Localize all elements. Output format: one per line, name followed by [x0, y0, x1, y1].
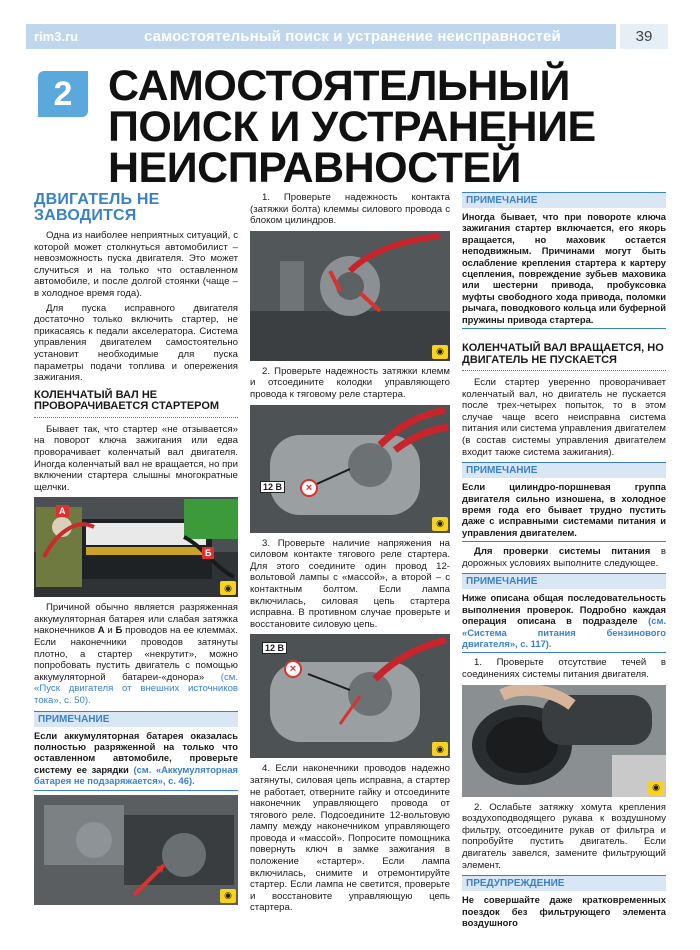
- column-2: [250, 192, 450, 917]
- photo-engine-ground: [34, 795, 238, 905]
- text-run: проводов на ее клеммах. Если наконечники проводов затянуты плотно, а стартер «некрутит», можно попробовать пустить двигатель с помощью аккумуляторной батареи-«донора»: [34, 625, 238, 683]
- column-3: [462, 192, 666, 935]
- subsection-title: КОЛЕНЧАТЫЙ ВАЛ ВРАЩАЕТСЯ, НО ДВИГАТЕЛЬ НЕ ПУСКАЕТСЯ: [462, 343, 666, 371]
- note-text: Иногда бывает, что при повороте ключа зажигания стартер включается, его якорь вращается, но маховик остается неподвижным. Причинами могут быть ослабление крепления стартера к картеру сцепления, повреждение зубьев маховика или шестерни привода, пробуксовка муфты свободного хода привода, поломки рычага, поводкового кольца или буферной пружины привода стартера.: [462, 211, 666, 329]
- step-caption: 1. Проверьте отсутствие течей в соединениях системы питания двигателя.: [462, 657, 666, 681]
- voltage-label: 12 В: [262, 642, 287, 654]
- step-caption: 3. Проверьте наличие напряжения на силовом контакте тягового реле стартера. Для этого соедините один провод 12-вольтовой лампы с «массой», а второй – с контактным болтом. Если лампа включилась, силовая цепь стартера исправна. В противном случае проверьте и восстановите силовую цепь.: [250, 537, 450, 630]
- text-run: Б: [115, 625, 123, 637]
- text-run: Для проверки системы питания: [474, 546, 651, 558]
- paragraph-battery: [34, 602, 238, 706]
- page-header: [26, 24, 616, 49]
- warning-label: ПРЕДУПРЕЖДЕНИЕ: [462, 875, 666, 891]
- cross-reference-link[interactable]: (см. «Система питания бензинового двигателя», с. 117).: [462, 615, 666, 650]
- camera-icon: ◉: [648, 781, 664, 795]
- warning-text: Не совершайте даже кратковременных поездок без фильтрующего элемента воздушного: [462, 894, 666, 929]
- note-text: Если цилиндро-поршневая группа двигателя сильно изношена, в холодное время года его бывает трудно пустить даже с исправными системами питания и управления двигателем.: [462, 481, 666, 542]
- test-lamp-icon: ×: [284, 660, 302, 678]
- note-label: ПРИМЕЧАНИЕ: [34, 711, 238, 727]
- chapter-number: 2: [38, 71, 88, 117]
- paragraph: Одна из наиболее неприятных ситуаций, с которой может столкнуться автомобилист – невозможность пуска двигателя. Это может случиться и на только что оставленном автомобиле, и после долгой стоянки (чаще – в холодное время года).: [34, 230, 238, 299]
- camera-icon: ◉: [432, 517, 448, 531]
- text-run: в дорожных условиях выполните следующее.: [462, 546, 666, 569]
- photo-starter-3: [250, 634, 450, 758]
- photo-starter-2: [250, 405, 450, 533]
- text-run: Если аккумуляторная батарея оказалась полностью разряженной на только что оставленном автомобиле, проверьте систему ее зарядки: [34, 729, 238, 775]
- engine-ground-photo-illustration: [34, 795, 238, 905]
- marker-b: Б: [202, 547, 214, 559]
- air-filter-photo-illustration: [462, 685, 666, 797]
- chapter-title: САМОСТОЯТЕЛЬНЫЙ ПОИСК И УСТРАНЕНИЕ НЕИСПРАВНОСТЕЙ: [108, 62, 596, 192]
- photo-battery: [34, 497, 238, 597]
- section-title: ДВИГАТЕЛЬ НЕ ЗАВОДИТСЯ: [34, 191, 160, 224]
- site-name: rim3.ru: [34, 29, 79, 44]
- text-run: и: [104, 625, 116, 637]
- text-run: А: [97, 625, 105, 637]
- camera-icon: ◉: [220, 889, 236, 903]
- step-caption: 4. Если наконечники проводов надежно затянуты, силовая цепь исправна, а стартер не работает, отверните гайку и отсоедините наконечник управляющего провода от тягового реле. Подсоедините 12-вольтовую лампу между наконечником управляющего провода и «массой». Попросите помощника повернуть ключ в замке зажигания в положение «стартер». Если лампа включилась, снимите и отремонтируйте стартер. Если лампа не светится, проверьте и восстановите управляющую цепь стартера.: [250, 763, 450, 914]
- starter-voltage-photo-illustration: [250, 405, 450, 533]
- running-title: самостоятельный поиск и устранение неисправностей: [144, 28, 561, 45]
- paragraph: Для пуска исправного двигателя достаточно только включить стартер, не прикасаясь к педали акселератора. Система управления двигателем самостоятельно установит необходимые для пуска параметры подачи топлива и опережения зажигания.: [34, 302, 238, 384]
- text-run: Ниже описана общая последовательность выполнения проверок. Подробно каждая операция описана в подразделе: [462, 592, 666, 627]
- note-label: ПРИМЕЧАНИЕ: [462, 573, 666, 589]
- camera-icon: ◉: [220, 581, 236, 595]
- note-text: [34, 730, 238, 791]
- photo-starter-1: [250, 231, 450, 361]
- voltage-label: 12 В: [260, 481, 285, 493]
- note-text: [462, 592, 666, 653]
- note-label: ПРИМЕЧАНИЕ: [462, 462, 666, 478]
- test-lamp-icon: ×: [300, 479, 318, 497]
- paragraph: Если стартер уверенно проворачивает коленчатый вал, но двигатель не пускается после трех-четырех попыток, то в этом случае чаще всего неисправна система питания или система управления двигателем (в состав системы управления двигателем входит также система зажигания).: [462, 377, 666, 458]
- cross-reference-link[interactable]: (см. «Аккумуляторная батарея не подзаряжается», с. 46).: [34, 763, 238, 787]
- note-label: ПРИМЕЧАНИЕ: [462, 192, 666, 208]
- step-caption: 2. Ослабьте затяжку хомута крепления воздухоподводящего рукава к воздушному фильтру, отсоедините рукав от фильтра и попробуйте пустить двигатель. Если двигатель завелся, замените фильтрующий элемент.: [462, 801, 666, 871]
- step-caption: 1. Проверьте надежность контакта (затяжки болта) клеммы силового провода с блоком цилиндров.: [250, 192, 450, 227]
- subsection-title: КОЛЕНЧАТЫЙ ВАЛ НЕ ПРОВОРАЧИВАЕТСЯ СТАРТЕРОМ: [34, 390, 238, 418]
- camera-icon: ◉: [432, 345, 448, 359]
- paragraph: Бывает так, что стартер «не отзывается» на поворот ключа зажигания или едва проворачивает коленчатый вал двигателя. Иногда коленчатый вал не вращается, но при включении стартера слышны многократные щелчки.: [34, 423, 238, 493]
- paragraph-fuel-check: [462, 546, 666, 569]
- photo-air-filter: [462, 685, 666, 797]
- text-run: Причиной обычно является разряженная аккумуляторная батарея или слабая затяжка наконечников: [34, 602, 238, 637]
- cross-reference-link[interactable]: (см. «Пуск двигателя от внешних источников тока», с. 50).: [34, 671, 238, 707]
- marker-a: А: [56, 505, 69, 517]
- camera-icon: ◉: [432, 742, 448, 756]
- step-caption: 2. Проверьте надежность затяжки клемм и отсоедините колодки управляющего провода к тяговому реле стартера.: [250, 365, 450, 400]
- column-1: [34, 192, 238, 910]
- starter-photo-illustration: [250, 231, 450, 361]
- page-number: 39: [620, 24, 668, 49]
